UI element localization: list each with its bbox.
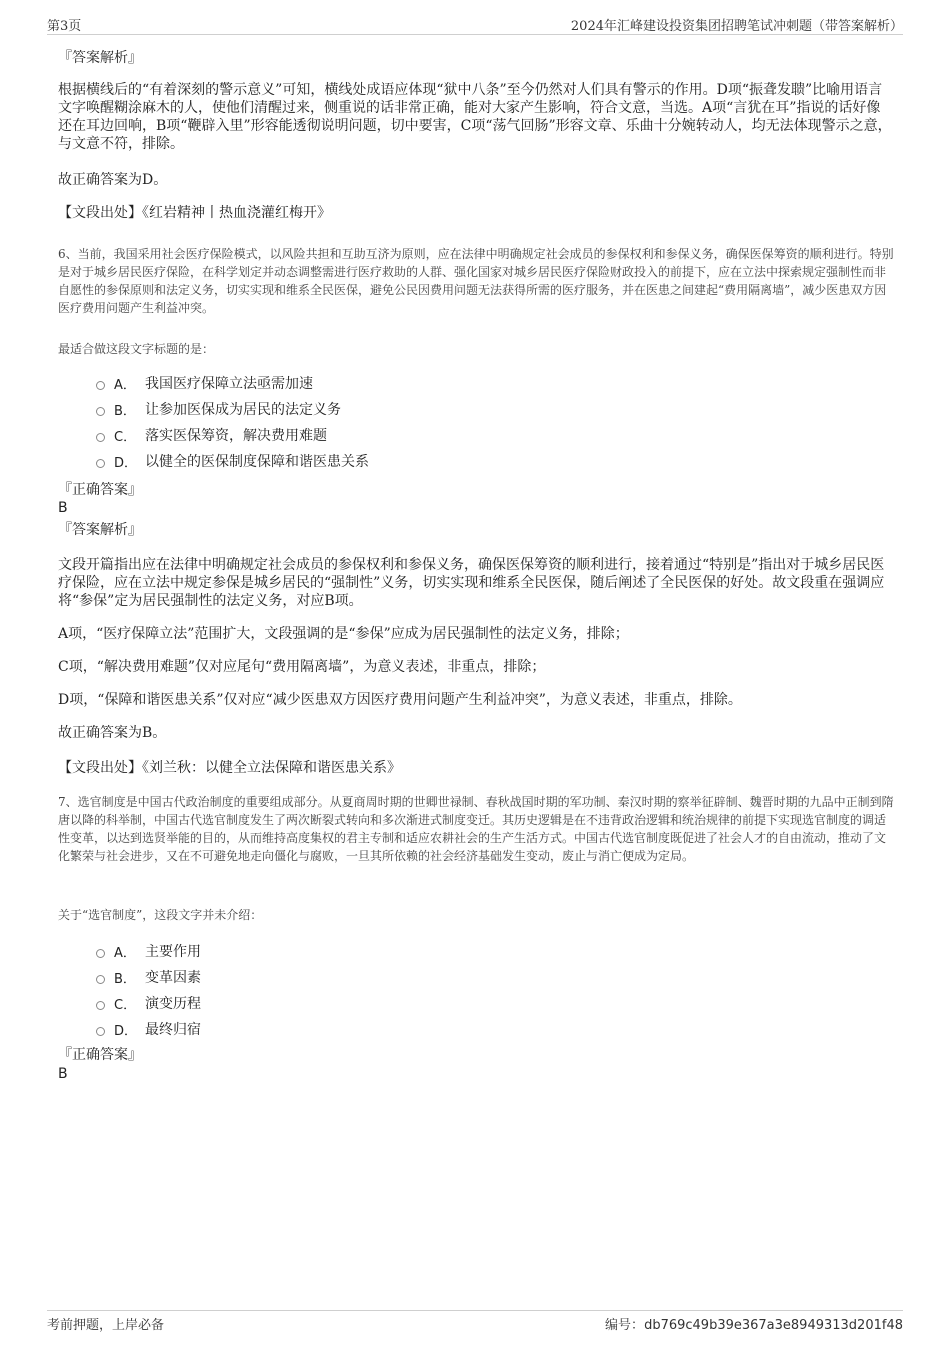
q6-option-d[interactable] [96, 448, 796, 474]
radio-icon[interactable] [96, 407, 105, 416]
q6-option-a[interactable] [96, 370, 796, 396]
q7-option-a[interactable] [96, 938, 796, 964]
q5-analysis-paragraph: 根据横线后的“有着深刻的警示意义”可知，横线处成语应体现“狱中八条”至今仍然对人们具有警示的作用。D项“振聋发聩”比喻用语言文字唤醒糊涂麻木的人，使他们清醒过来，侧重说的话非常正确，能对大家产生影响，符合文意，当选。A项“言犹在耳”指说的话好像还在耳边回响，B项“鞭辟入里”形容能透彻说明问题，切中要害，C项“荡气回肠”形容文章、乐曲十分婉转动人，均无法体现警示之意，与文意不符，排除。 [58, 82, 892, 152]
q6-answer: B [58, 500, 68, 516]
q5-source: 【文段出处】《红岩精神丨热血浇灌红梅开》 [58, 205, 331, 221]
q5-analysis-title: 『答案解析』 [58, 50, 142, 66]
q7-answer-title: 『正确答案』 [58, 1047, 142, 1063]
q6-analysis-paragraph-3: C项，“解决费用难题”仅对应尾句“费用隔离墙”，为意义表述，非重点，排除； [58, 659, 546, 675]
option-text: 最终归宿 [145, 1022, 201, 1038]
radio-icon[interactable] [96, 1001, 105, 1010]
radio-icon[interactable] [96, 433, 105, 442]
q7-option-b[interactable] [96, 964, 796, 990]
q7-answer: B [58, 1066, 68, 1082]
option-key: C． [114, 429, 137, 445]
document-code [605, 1314, 903, 1333]
option-text: 变革因素 [145, 970, 201, 986]
q7-option-c[interactable] [96, 990, 796, 1016]
document-title: 2024年汇峰建设投资集团招聘笔试冲刺题（带答案解析） [570, 19, 903, 34]
radio-icon[interactable] [96, 1027, 105, 1036]
option-key: D． [114, 1023, 138, 1039]
option-text: 主要作用 [145, 944, 201, 960]
code-label: 编号： [605, 1318, 645, 1333]
code-value: db769c49b39e367a3e8949313d201f48 [644, 1318, 903, 1333]
q6-source: 【文段出处】《刘兰秋：以健全立法保障和谐医患关系》 [58, 760, 401, 776]
q6-analysis-paragraph-4: D项，“保障和谐医患关系”仅对应“减少医患双方因医疗费用问题产生利益冲突”，为意义表述，非重点，排除。 [58, 692, 742, 708]
radio-icon[interactable] [96, 975, 105, 984]
radio-icon[interactable] [96, 459, 105, 468]
footer-slogan: 考前押题，上岸必备 [47, 1318, 165, 1333]
option-text: 让参加医保成为居民的法定义务 [145, 402, 341, 418]
option-key: B． [114, 971, 136, 987]
q7-options [96, 938, 796, 1042]
option-key: A． [114, 377, 136, 393]
q6-option-c[interactable] [96, 422, 796, 448]
page-number: 第3页 [47, 19, 82, 34]
option-text: 落实医保筹资，解决费用难题 [145, 428, 327, 444]
q6-answer-title: 『正确答案』 [58, 482, 142, 498]
option-key: C． [114, 997, 137, 1013]
page-footer [47, 1310, 903, 1333]
q6-options [96, 370, 796, 474]
q5-conclusion: 故正确答案为D。 [58, 172, 168, 188]
option-key: A． [114, 945, 136, 961]
radio-icon[interactable] [96, 381, 105, 390]
q6-question: 最适合做这段文字标题的是： [58, 342, 215, 356]
q6-analysis-paragraph-2: A项，“医疗保障立法”范围扩大，文段强调的是“参保”应成为居民强制性的法定义务，排除； [58, 626, 629, 642]
q6-analysis-title: 『答案解析』 [58, 522, 142, 538]
option-key: B． [114, 403, 136, 419]
q7-question: 关于“选官制度”，这段文字并未介绍： [58, 908, 263, 922]
option-text: 以健全的医保制度保障和谐医患关系 [145, 454, 369, 470]
q6-analysis-paragraph-1: 文段开篇指出应在法律中明确规定社会成员的参保权利和参保义务，确保医保筹资的顺利进行，接着通过“特别是”指出对于城乡居民医疗保险，应在立法中规定参保是城乡居民的“强制性”义务，切实实现和维系全民医保，随后阐述了全民医保的好处。故文段重在强调应将“参保”定为居民强制性的法定义务，对应B项。 [58, 557, 885, 609]
page-header [47, 14, 903, 35]
option-text: 演变历程 [145, 996, 201, 1012]
q7-passage: 7、选官制度是中国古代政治制度的重要组成部分。从夏商周时期的世卿世禄制、春秋战国时期的军功制、秦汉时期的察举征辟制、魏晋时期的九品中正制到隋唐以降的科举制，中国古代选官制度发生了两次断裂式转向和多次渐进式制度变迁。其历史逻辑是在不违背政治逻辑和统治规律的前提下实现选官制度的调适性变革，以达到选贤举能的目的，从而维持高度集权的君主专制和适应农耕社会的生产生活方式。中国古代选官制度既促进了社会人才的自由流动，推动了文化繁荣与社会进步，又在不可避免地走向僵化与腐败，一旦其所依赖的社会经济基础发生变动，废止与消亡便成为定局。 [58, 795, 894, 863]
q6-conclusion: 故正确答案为B。 [58, 725, 167, 741]
q6-passage: 6、当前，我国采用社会医疗保险模式，以风险共担和互助互济为原则，应在法律中明确规定社会成员的参保权利和参保义务，确保医保筹资的顺利进行。特别是对于城乡居民医疗保险，在科学划定并动态调整需进行医疗救助的人群、强化国家对城乡居民医疗保险财政投入的前提下，应在立法中探索规定强制性而非自愿性的参保原则和法定义务，切实实现和维系全民医保，避免公民因费用问题无法获得所需的医疗服务，并在医患之间建起“费用隔离墙”，减少医患双方因医疗费用问题产生利益冲突。 [58, 247, 894, 315]
radio-icon[interactable] [96, 949, 105, 958]
option-text: 我国医疗保障立法亟需加速 [145, 376, 313, 392]
option-key: D． [114, 455, 138, 471]
q6-option-b[interactable] [96, 396, 796, 422]
q7-option-d[interactable] [96, 1016, 796, 1042]
